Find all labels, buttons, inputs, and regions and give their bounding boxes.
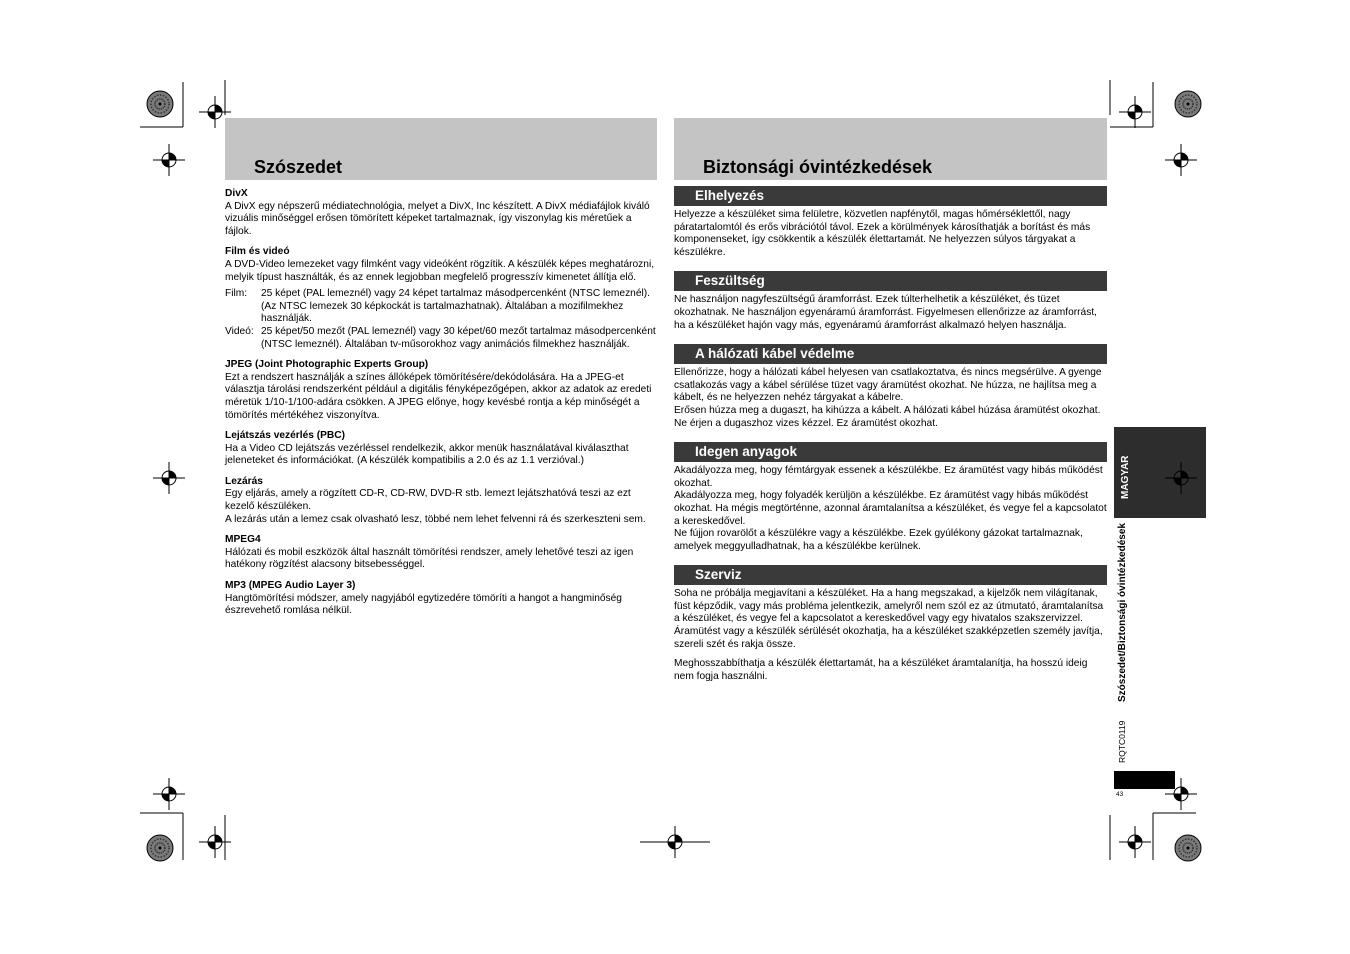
term-text-2: A lezárás után a lemez csak olvasható lesz, többé nem lehet felvenni rá és szerkeszteni sem. (225, 513, 646, 525)
star-target-icon (1175, 835, 1201, 861)
definition-text: 25 képet (PAL lemeznél) vagy 24 képet tartalmaz másodpercenként (NTSC lemeznél). (Az NTSC lemezek 30 képkockát is tartalmazhatnak). Általában a mozifilmekhez használják. (261, 288, 650, 325)
registration-mark-icon (1165, 778, 1197, 810)
section-heading-power-cord: A hálózati kábel védelme (674, 344, 1107, 364)
term-title: Lejátszás vezérlés (PBC) (225, 430, 346, 442)
registration-mark-icon (1165, 144, 1197, 176)
term-text: Ezt a rendszert használják a színes állóképek tömörítésére/dekódolására. Ha a JPEG-et választja tárolási rendszerként például a digitális fényképezőgépen, akkor az adatok az eredeti méretük 1/10-1/100-adára csökken. A JPEG előnye, hogy kevésbé rontja a kép minőségét a tömörítés mértékéhez viszonyítva. (225, 371, 652, 421)
registration-mark-icon (199, 826, 231, 858)
registration-mark-icon (153, 778, 185, 810)
star-target-icon (1175, 91, 1201, 117)
section-heading-foreign-matter: Idegen anyagok (674, 442, 1107, 462)
term-text: Hangtömörítési módszer, amely nagyjából egytizedére tömöríti a hangot a hangminőség észrevehető romlása nélkül. (225, 592, 622, 617)
star-target-icon (147, 835, 173, 861)
paragraph: Meghosszabbíthatja a készülék élettartamát, ha a készüléket áramtalanítja, ha hosszú ideig nem fogja használni. (674, 658, 1088, 682)
language-tab-label: MAGYAR (1120, 455, 1131, 499)
page-title: Szószedet (254, 157, 343, 177)
paragraph: Ellenőrizze, hogy a hálózati kábel helyesen van csatlakoztatva, és nincs megsérülve. A gyenge csatlakozás vagy a kábel sérülése tüzet vagy áramütést okozhat. Ne húzza, ne hajlítsa meg a kábelt, és ne helyezzen nehéz tárgyakat a kábelre. (674, 367, 1102, 404)
page-number: 43 (1116, 791, 1124, 798)
registration-mark-icon (1165, 462, 1197, 494)
paragraph: Soha ne próbálja megjavítani a készüléket. Ha a hang megszakad, a kijelzők nem világítanak, füst képződik, vagy más probléma jelentkezik, amelyről nem szól ez az útmutató, áramtalanítsa a készüléket, és vegye fel a kapcsolatot a kereskedővel vagy egy hivatalos szakszervizzel. Áramütést vagy a készülék sérülését okozhatja, ha a készüléket szakképzetlen személy javítja, szereli szét és rakja össze. (674, 588, 1104, 650)
registration-mark-icon (153, 462, 185, 494)
registration-mark-icon (153, 144, 185, 176)
term-text: Hálózati és mobil eszközök által használt tömörítési rendszer, amely lehetővé teszi az igen hatékony rögzítést alacsony bitsebességgel. (225, 546, 634, 571)
section-heading-voltage: Feszültség (674, 271, 1107, 291)
paragraph: Ne használjon nagyfeszültségű áramforrást. Ezek túlterhelhetik a készüléket, és tüzet okozhatnak. Ne használjon egyenáramú áramforrást. Figyelmesen ellenőrizze az áramforrást, ha a készüléket hajón vagy más, egyenáramú áramforrást alkalmazó helyen használja. (674, 294, 1097, 331)
paragraph: Akadályozza meg, hogy fémtárgyak essenek a készülékbe. Ez áramütést vagy hibás működést okozhat. (674, 465, 1103, 489)
definition-text: 25 képet/50 mezőt (PAL lemeznél) vagy 30 képet/60 mezőt tartalmaz másodpercenként (NTSC lemeznél). Általában tv-műsorokhoz vagy animációs filmekhez használják. (261, 325, 656, 350)
paragraph: Erősen húzza meg a dugaszt, ha kihúzza a kábelt. A hálózati kábel húzása áramütést okozhat. Ne érjen a dugaszhoz vizes kézzel. Ez áramütést okozhat. (674, 404, 1101, 429)
paragraph: Helyezze a készüléket sima felületre, közvetlen napfénytől, magas hőmérséklettől, nagy páratartalomtól és erős vibrációtól távol. Ezek a körülmények károsíthatják a borítást és más komponenseket, így csökkentik a készülék élettartamát. Ne helyezzen súlyos tárgyakat a készülékre. (674, 209, 1091, 258)
term-title: DivX (225, 188, 248, 199)
definition-label: Film: (225, 288, 248, 300)
paragraph: Akadályozza meg, hogy folyadék kerüljön a készülékbe. Ez áramütést vagy hibás működést okozhat. Ha mégis megtörténne, azonnal áramtalanítsa a készüléket, és vegye fel a kapcsolatot a kereskedővel. (674, 490, 1107, 527)
term-text: A DivX egy népszerű médiatechnológia, melyet a DivX, Inc készített. A DivX médiafájlok kiváló vizuális minőséggel erősen tömörített képeket tartalmaznak, így viszonylag kis méretűek a fájlok. (225, 200, 650, 237)
term-title: JPEG (Joint Photographic Experts Group) (225, 359, 429, 371)
registration-mark-icon (1119, 826, 1151, 858)
term-title: Lezárás (225, 475, 263, 487)
term-text: A DVD-Video lemezeket vagy filmként vagy videóként rögzítik. A készülék képes meghatározni, melyik típust használták, és az ennek legjobban megfelelő progresszív kimenetet állítja elő. (225, 258, 655, 283)
document-code: RQTC0119 (1117, 720, 1127, 764)
term-text: Ha a Video CD lejátszás vezérléssel rendelkezik, akkor menük használatával kiválaszthat jeleneteket és információkat. (A készülék kompatibilis a 2.0 és az 1.1 verzióval.) (225, 442, 629, 467)
running-title: Szószedet/Biztonsági óvintézkedések (1117, 523, 1128, 702)
term-title: MPEG4 (225, 534, 261, 546)
registration-mark-icon (1119, 96, 1151, 128)
term-title: MP3 (MPEG Audio Layer 3) (225, 580, 356, 592)
section-heading-placement: Elhelyezés (674, 186, 1107, 206)
section-heading-service: Szerviz (674, 565, 1107, 585)
registration-mark-icon (199, 96, 231, 128)
page-title: Biztonsági óvintézkedések (703, 157, 933, 177)
paragraph: Ne fújjon rovarölőt a készülékre vagy a készülékbe. Ezek gyúlékony gázokat tartalmaznak, amelyek meggyulladhatnak, ha a készülékbe kerülnek. (674, 528, 1083, 552)
star-target-icon (147, 91, 173, 117)
definition-label: Videó: (225, 325, 254, 337)
term-text: Egy eljárás, amely a rögzített CD-R, CD-RW, DVD-R stb. lemezt lejátszhatóvá teszi az ezt kezelő készüléken. (225, 488, 631, 513)
term-title: Film és videó (225, 246, 290, 258)
